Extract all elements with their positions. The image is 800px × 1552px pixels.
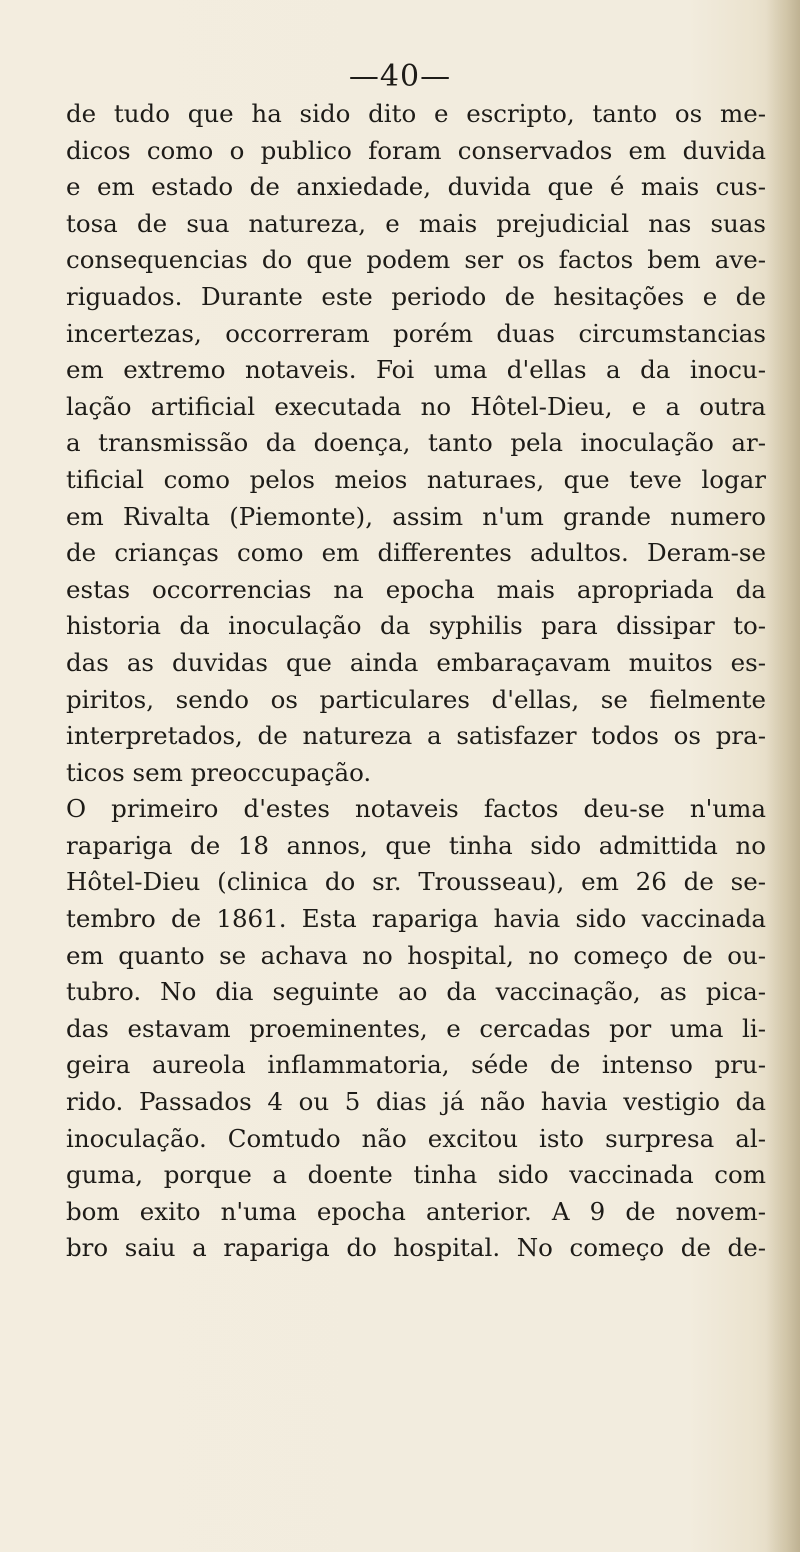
text-line: das as duvidas que ainda embaraçavam muitos es- <box>66 647 766 677</box>
text-line: a transmissão da doença, tanto pela inoculação ar- <box>66 428 766 458</box>
text-line: ticos sem preoccupação. <box>66 757 372 787</box>
body-text <box>66 96 766 1267</box>
text-line: estas occorrencias na epocha mais apropriada da <box>66 574 766 604</box>
text-line: em Rivalta (Piemonte), assim n'um grande numero <box>66 501 766 531</box>
text-line: tembro de 1861. Esta rapariga havia sido vaccinada <box>66 904 766 934</box>
text-line: geira aureola inflammatoria, séde de intenso pru- <box>66 1050 766 1080</box>
text-line: de crianças como em differentes adultos. Deram-se <box>66 538 766 568</box>
text-line: piritos, sendo os particulares d'ellas, se fielmente <box>66 684 766 714</box>
text-line: guma, porque a doente tinha sido vaccinada com <box>66 1160 766 1190</box>
text-line: lação artificial executada no Hôtel-Dieu, e a outra <box>66 391 766 421</box>
text-line: inoculação. Comtudo não excitou isto surpresa al- <box>66 1123 766 1153</box>
page-number: —40— <box>348 59 452 94</box>
text-line: dicos como o publico foram conservados em duvida <box>66 135 766 165</box>
text-line: O primeiro d'estes notaveis factos deu-se n'uma <box>66 794 766 824</box>
text-line: de tudo que ha sido dito e escripto, tanto os me- <box>66 99 766 128</box>
text-line: e em estado de anxiedade, duvida que é mais cus- <box>66 172 766 202</box>
text-line: em quanto se achava no hospital, no começo de ou- <box>66 940 766 970</box>
text-line: incertezas, occorreram porém duas circumstancias <box>66 318 766 348</box>
page-edge-shadow <box>766 0 800 1552</box>
text-line: Hôtel-Dieu (clinica do sr. Trousseau), em 26 de se- <box>66 867 766 897</box>
text-line: das estavam proeminentes, e cercadas por uma li- <box>66 1013 766 1043</box>
text-line: bro saiu a rapariga do hospital. No começo de de- <box>66 1233 766 1263</box>
text-line: tubro. No dia seguinte ao da vaccinação, as pica- <box>66 977 766 1007</box>
text-line: riguados. Durante este periodo de hesitações e de <box>66 281 766 311</box>
text-line: tosa de sua natureza, e mais prejudicial nas suas <box>66 208 766 238</box>
text-line: bom exito n'uma epocha anterior. A 9 de novem- <box>66 1196 766 1226</box>
text-line: rapariga de 18 annos, que tinha sido admittida no <box>66 830 766 860</box>
text-line: em extremo notaveis. Foi uma d'ellas a da inocu- <box>66 355 766 385</box>
text-line: rido. Passados 4 ou 5 dias já não havia vestigio da <box>66 1087 766 1117</box>
text-line: consequencias do que podem ser os factos bem ave- <box>66 245 766 275</box>
text-line: historia da inoculação da syphilis para dissipar to- <box>66 611 766 641</box>
text-line: tificial como pelos meios naturaes, que teve logar <box>66 464 766 494</box>
text-line: interpretados, de natureza a satisfazer todos os pra- <box>66 721 766 751</box>
